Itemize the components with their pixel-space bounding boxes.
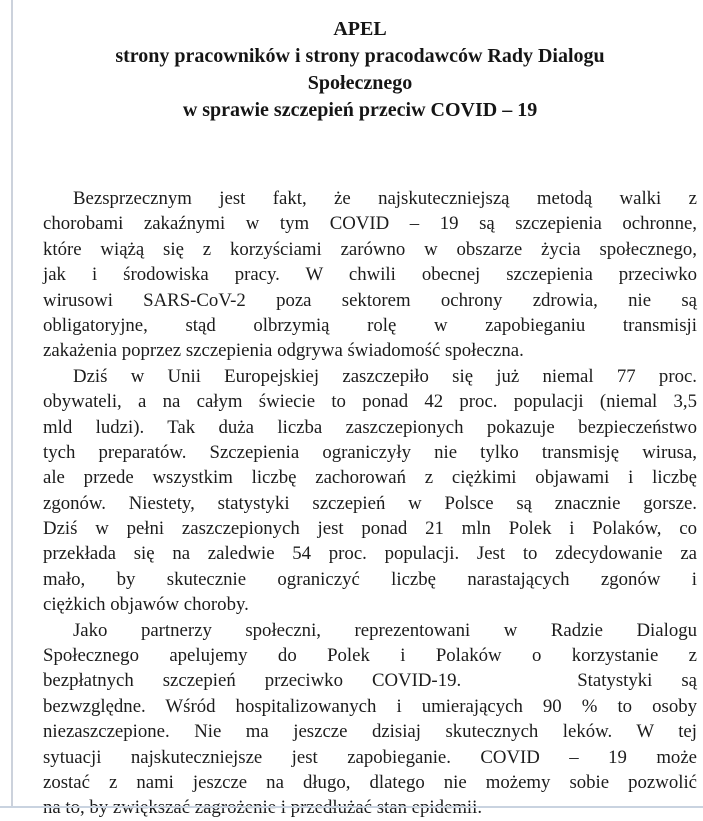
text-line: Jako partnerzy społeczni, reprezentowani w Radzie Dialogu xyxy=(73,619,697,641)
text-line: przekłada się na zaledwie 54 proc. populacji. Jest to zdecydowanie za xyxy=(43,543,697,565)
text-line: ale przede wszystkim liczbę zachorowań z ciężkimi objawami i liczbę xyxy=(43,467,697,489)
text-line: Dziś w Unii Europejskiej zaszczepiło się już niemal 77 proc. xyxy=(73,365,697,387)
text-line: jak i środowiska pracy. W chwili obecnej szczepienia przeciwko xyxy=(43,264,697,286)
document-body xyxy=(43,186,697,821)
text-line: mld ludzi). Tak duża liczba zaszczepionych pokazuje bezpieczeństwo xyxy=(43,416,697,438)
text-line: bezpłatnych szczepień przeciwko COVID-19. Statystyki są xyxy=(43,670,697,692)
text-line: Bezsprzecznym jest fakt, że najskuteczniejszą metodą walki z xyxy=(73,188,697,209)
text-line: mało, by skutecznie ograniczyć liczbę narastających zgonów i xyxy=(43,568,697,590)
text-line: Dziś w pełni zaszczepionych jest ponad 21 mln Polek i Polaków, co xyxy=(43,518,697,540)
text-line: ciężkich objawów choroby. xyxy=(43,594,249,616)
paragraph xyxy=(43,618,697,821)
page-left-edge-line xyxy=(11,0,13,807)
text-line xyxy=(43,795,697,820)
title-line: w sprawie szczepień przeciw COVID – 19 xyxy=(182,99,538,121)
title-line: Społecznego xyxy=(307,72,413,94)
text-line: które wiążą się z korzyściami zarówno w obszarze życia społecznego, xyxy=(43,238,697,260)
text-line: zakażenia poprzez szczepienia odgrywa świadomość społeczna. xyxy=(43,340,524,362)
paragraph xyxy=(43,364,697,618)
text-line: zostać z nami jeszcze na długo, dlatego nie możemy sobie pozwolić xyxy=(43,771,697,793)
document-title xyxy=(23,16,697,124)
text-line: tych preparatów. Szczepienia ograniczyły nie tylko transmisję wirusa, xyxy=(43,441,697,463)
text-line: Społecznego apelujemy do Polek i Polaków o korzystanie z xyxy=(43,645,697,667)
text-line: wirusowi SARS-CoV-2 poza sektorem ochrony zdrowia, nie są xyxy=(43,289,697,311)
title-line: strony pracowników i strony pracodawców Rady Dialogu xyxy=(115,45,605,67)
paragraph xyxy=(43,186,697,364)
text-line: chorobami zakaźnymi w tym COVID – 19 są szczepienia ochronne, xyxy=(43,213,697,235)
text-line: sytuacji najskuteczniejsze jest zapobieganie. COVID – 19 może xyxy=(43,746,697,768)
text-line: niezaszczepione. Nie ma jeszcze dzisiaj skutecznych leków. W tej xyxy=(43,721,697,743)
text-line: zgonów. Niestety, statystyki szczepień w Polsce są znacznie gorsze. xyxy=(43,492,697,514)
page-bottom-edge-line xyxy=(0,806,703,808)
text-line: obligatoryjne, stąd olbrzymią rolę w zapobieganiu transmisji xyxy=(43,314,697,336)
title-line: APEL xyxy=(333,18,387,40)
text-line: obywateli, a na całym świecie to ponad 42 proc. populacji (niemal 3,5 xyxy=(43,391,697,413)
text-line: bezwzględne. Wśród hospitalizowanych i umierających 90 % to osoby xyxy=(43,695,697,717)
